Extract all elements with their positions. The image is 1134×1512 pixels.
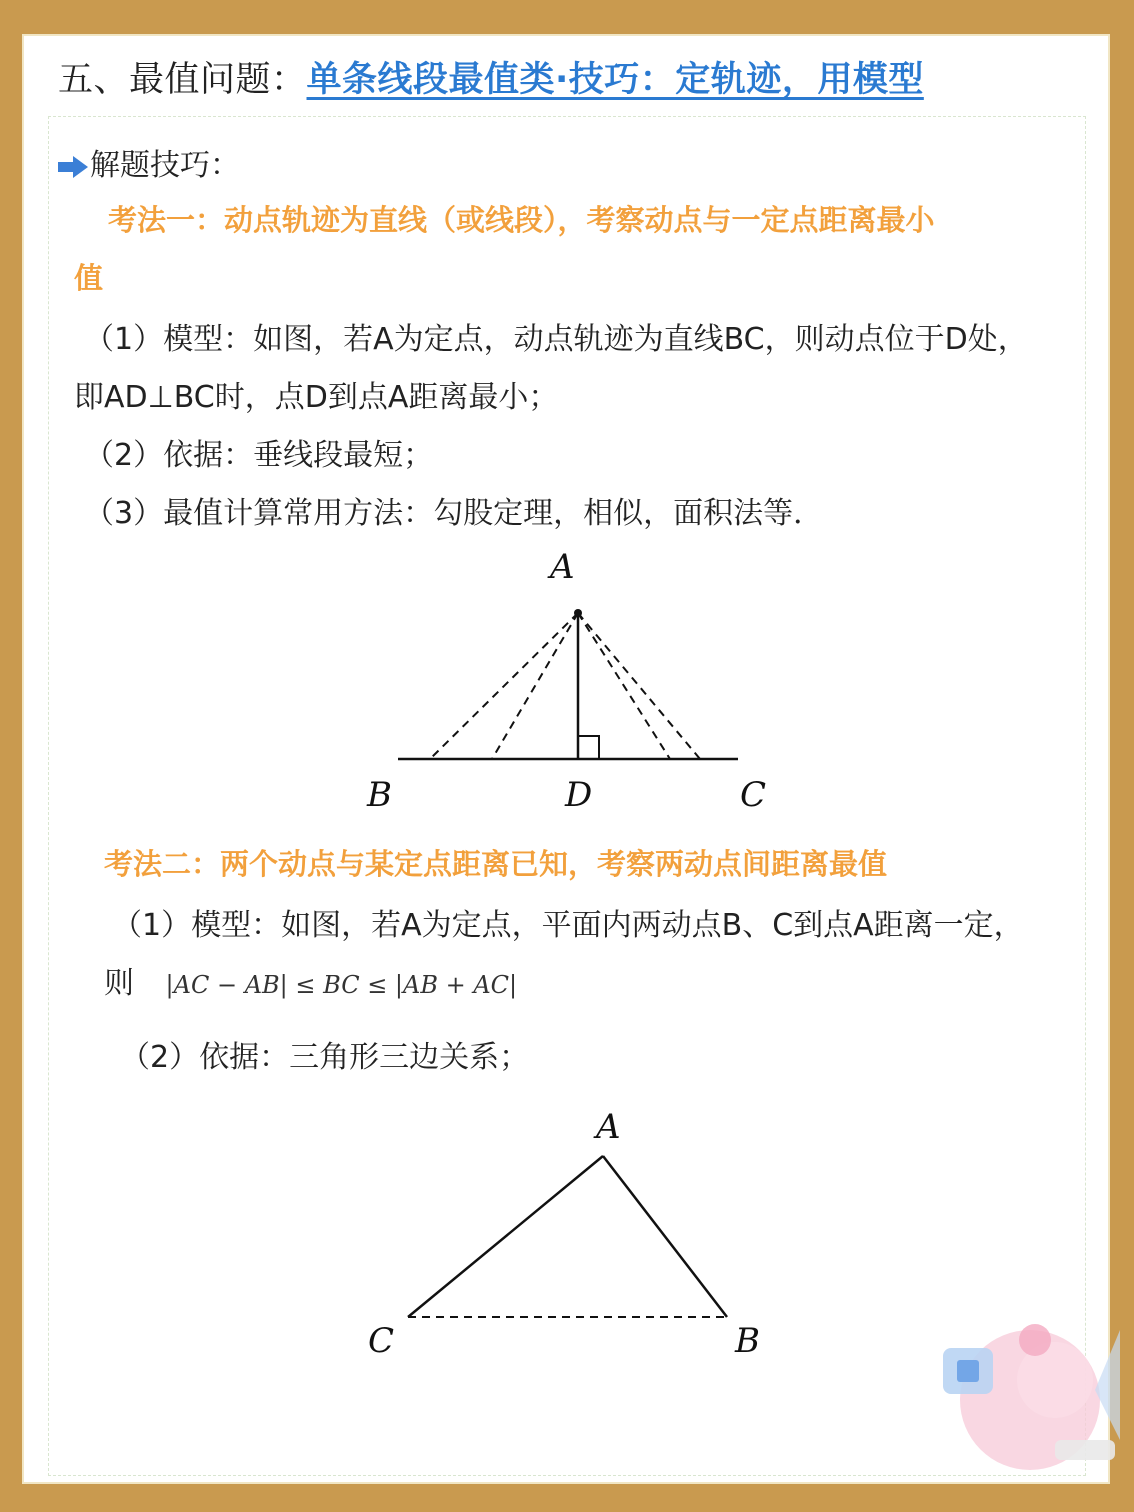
- title-prefix: 五、最值问题：: [58, 60, 307, 100]
- point-a-dot: [574, 609, 582, 617]
- arrow-right-icon: [58, 156, 88, 178]
- dashed-line-3: [578, 613, 670, 759]
- inequality-formula: |AC − AB| ≤ BC ≤ |AB + AC|: [165, 971, 518, 999]
- label-c: C: [368, 1321, 395, 1361]
- segment-ab: [603, 1156, 727, 1317]
- method1-p3: （3）最值计算常用方法：勾股定理，相似，面积法等．: [84, 496, 824, 531]
- label-d: D: [565, 775, 593, 815]
- method1-title-line1: 考法一：动点轨迹为直线（或线段），考察动点与一定点距离最小: [108, 203, 935, 237]
- segment-ca: [408, 1156, 603, 1317]
- label-c: C: [740, 775, 767, 815]
- method1-p1-line1: （1）模型：如图，若A为定点，动点轨迹为直线BC，则动点位于D处，: [84, 322, 1028, 357]
- perpendicular-figure: [350, 540, 790, 820]
- title-highlight: 单条线段最值类·技巧：定轨迹，用模型: [306, 60, 924, 100]
- method2-p1-line2: [104, 958, 517, 1002]
- page-title: [58, 52, 924, 102]
- label-b: B: [367, 775, 392, 815]
- mascot-decoration: [935, 1320, 1125, 1480]
- method2-p1-line1: （1）模型：如图，若A为定点，平面内两动点B、C到点A距离一定，: [112, 908, 1024, 943]
- method1-p2: （2）依据：垂线段最短；: [84, 438, 434, 473]
- right-angle-mark: [578, 736, 599, 759]
- method1-title-line2: 值: [74, 261, 104, 295]
- tips-label: 解题技巧：: [90, 148, 240, 183]
- method2-then: 则: [104, 966, 134, 1001]
- tips-heading: [58, 140, 240, 184]
- method2-p2: （2）依据：三角形三边关系；: [120, 1040, 530, 1075]
- label-a: A: [596, 1107, 621, 1147]
- triangle-figure: [360, 1100, 780, 1370]
- method1-p1-line2: 即AD⊥BC时，点D到点A距离最小；: [74, 380, 559, 415]
- dashed-line-4: [578, 613, 700, 759]
- label-a: A: [550, 547, 575, 587]
- label-b: B: [735, 1321, 760, 1361]
- method2-title: 考法二：两个动点与某定点距离已知，考察两动点间距离最值: [104, 847, 888, 881]
